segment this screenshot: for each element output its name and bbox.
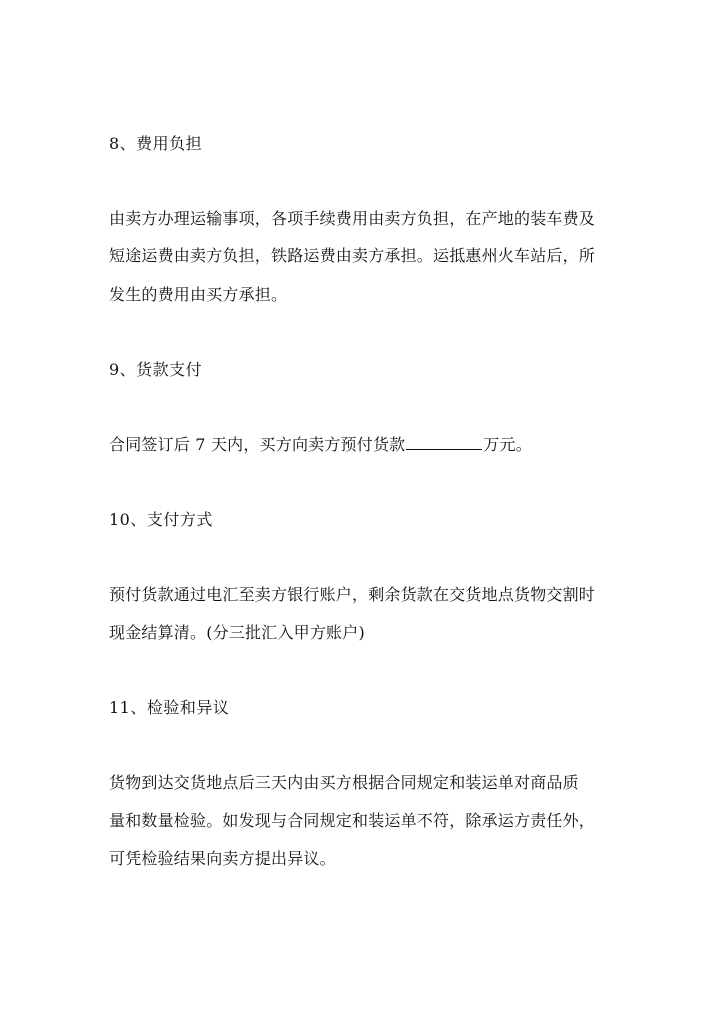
paragraph-line: 预付货款通过电汇至卖方银行账户，剩余货款在交货地点货物交割时 <box>109 585 596 604</box>
paragraph-line: 货物到达交货地点后三天内由买方根据合同规定和装运单对商品质 <box>109 773 579 792</box>
paragraph-line: 量和数量检验。如发现与合同规定和装运单不符，除承运方责任外， <box>109 811 596 830</box>
section-heading-payment-method: 10、支付方式 <box>109 510 213 529</box>
paragraph-line-with-blank <box>109 434 629 456</box>
paragraph-line: 由卖方办理运输事项，各项手续费用由卖方负担，在产地的装车费及 <box>109 209 596 228</box>
amount-blank-field <box>406 435 482 450</box>
paragraph-line: 可凭检验结果向卖方提出异议。 <box>109 849 336 868</box>
paragraph-line: 现金结算清。(分三批汇入甲方账户) <box>109 623 365 642</box>
section-heading-payment: 9、货款支付 <box>109 360 203 379</box>
section-heading-inspection: 11、检验和异议 <box>109 698 230 717</box>
payment-text-before-blank: 合同签订后 7 天内，买方向卖方预付货款 <box>109 435 406 454</box>
paragraph-line: 发生的费用由买方承担。 <box>109 285 288 304</box>
section-heading-fees: 8、费用负担 <box>109 134 203 153</box>
paragraph-line: 短途运费由卖方负担，铁路运费由卖方承担。运抵惠州火车站后，所 <box>109 246 596 265</box>
payment-text-after-blank: 万元。 <box>483 435 532 454</box>
